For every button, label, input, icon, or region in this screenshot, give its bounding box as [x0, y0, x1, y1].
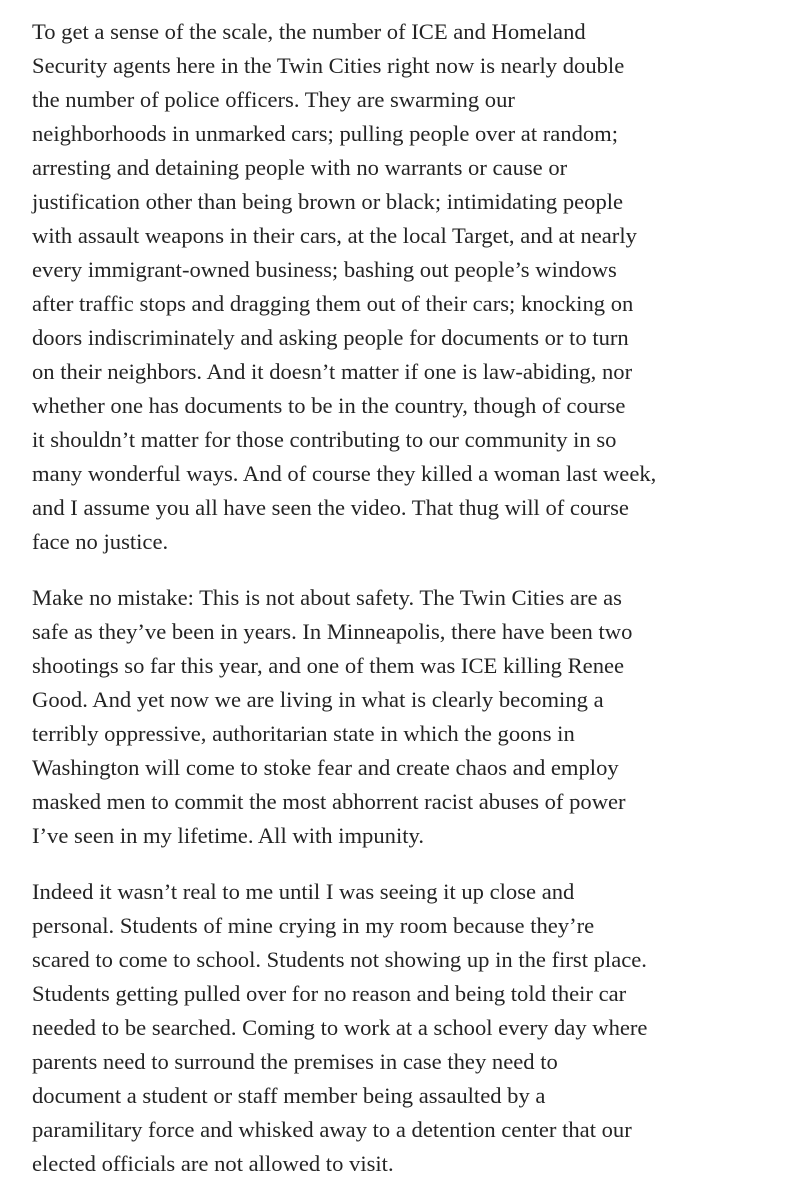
paragraph-line: parents need to surround the premises in case they need to	[32, 1049, 558, 1074]
paragraph-line: elected officials are not allowed to visit.	[32, 1151, 394, 1176]
paragraph-line: Make no mistake: This is not about safety. The Twin Cities are as	[32, 585, 622, 610]
paragraph-line: and I assume you all have seen the video. That thug will of course	[32, 495, 629, 520]
paragraph-line: on their neighbors. And it doesn’t matter if one is law-abiding, nor	[32, 359, 633, 384]
paragraph-line: shootings so far this year, and one of them was ICE killing Renee	[32, 653, 625, 678]
paragraph-line: doors indiscriminately and asking people for documents or to turn	[32, 325, 629, 350]
paragraph-line: needed to be searched. Coming to work at a school every day where	[32, 1015, 648, 1040]
paragraph-line: arresting and detaining people with no warrants or cause or	[32, 155, 568, 180]
paragraph-3	[32, 875, 757, 1181]
paragraph-line: personal. Students of mine crying in my room because they’re	[32, 913, 595, 938]
paragraph-line: face no justice.	[32, 529, 169, 554]
paragraph-2	[32, 581, 757, 853]
paragraph-line: safe as they’ve been in years. In Minneapolis, there have been two	[32, 619, 633, 644]
paragraph-line: I’ve seen in my lifetime. All with impunity.	[32, 823, 424, 848]
paragraph-line: scared to come to school. Students not showing up in the first place.	[32, 947, 647, 972]
paragraph-line: Security agents here in the Twin Cities right now is nearly double	[32, 53, 625, 78]
paragraph-line: it shouldn’t matter for those contributing to our community in so	[32, 427, 617, 452]
paragraph-line: with assault weapons in their cars, at the local Target, and at nearly	[32, 223, 637, 248]
paragraph-line: Good. And yet now we are living in what is clearly becoming a	[32, 687, 604, 712]
paragraph-line: terribly oppressive, authoritarian state in which the goons in	[32, 721, 575, 746]
paragraph-line: neighborhoods in unmarked cars; pulling people over at random;	[32, 121, 619, 146]
paragraph-line: every immigrant-owned business; bashing out people’s windows	[32, 257, 617, 282]
paragraph-line: masked men to commit the most abhorrent racist abuses of power	[32, 789, 626, 814]
paragraph-line: after traffic stops and dragging them out of their cars; knocking on	[32, 291, 634, 316]
paragraph-line: whether one has documents to be in the country, though of course	[32, 393, 626, 418]
paragraph-line: Indeed it wasn’t real to me until I was seeing it up close and	[32, 879, 575, 904]
paragraph-line: Washington will come to stoke fear and create chaos and employ	[32, 755, 619, 780]
paragraph-line: justification other than being brown or black; intimidating people	[32, 189, 624, 214]
paragraph-line: many wonderful ways. And of course they killed a woman last week,	[32, 461, 657, 486]
paragraph-line: Students getting pulled over for no reason and being told their car	[32, 981, 627, 1006]
paragraph-line: the number of police officers. They are swarming our	[32, 87, 515, 112]
paragraph-line: paramilitary force and whisked away to a detention center that our	[32, 1117, 632, 1142]
paragraph-1	[32, 15, 757, 559]
paragraph-line: To get a sense of the scale, the number of ICE and Homeland	[32, 19, 586, 44]
paragraph-line: document a student or staff member being assaulted by a	[32, 1083, 546, 1108]
